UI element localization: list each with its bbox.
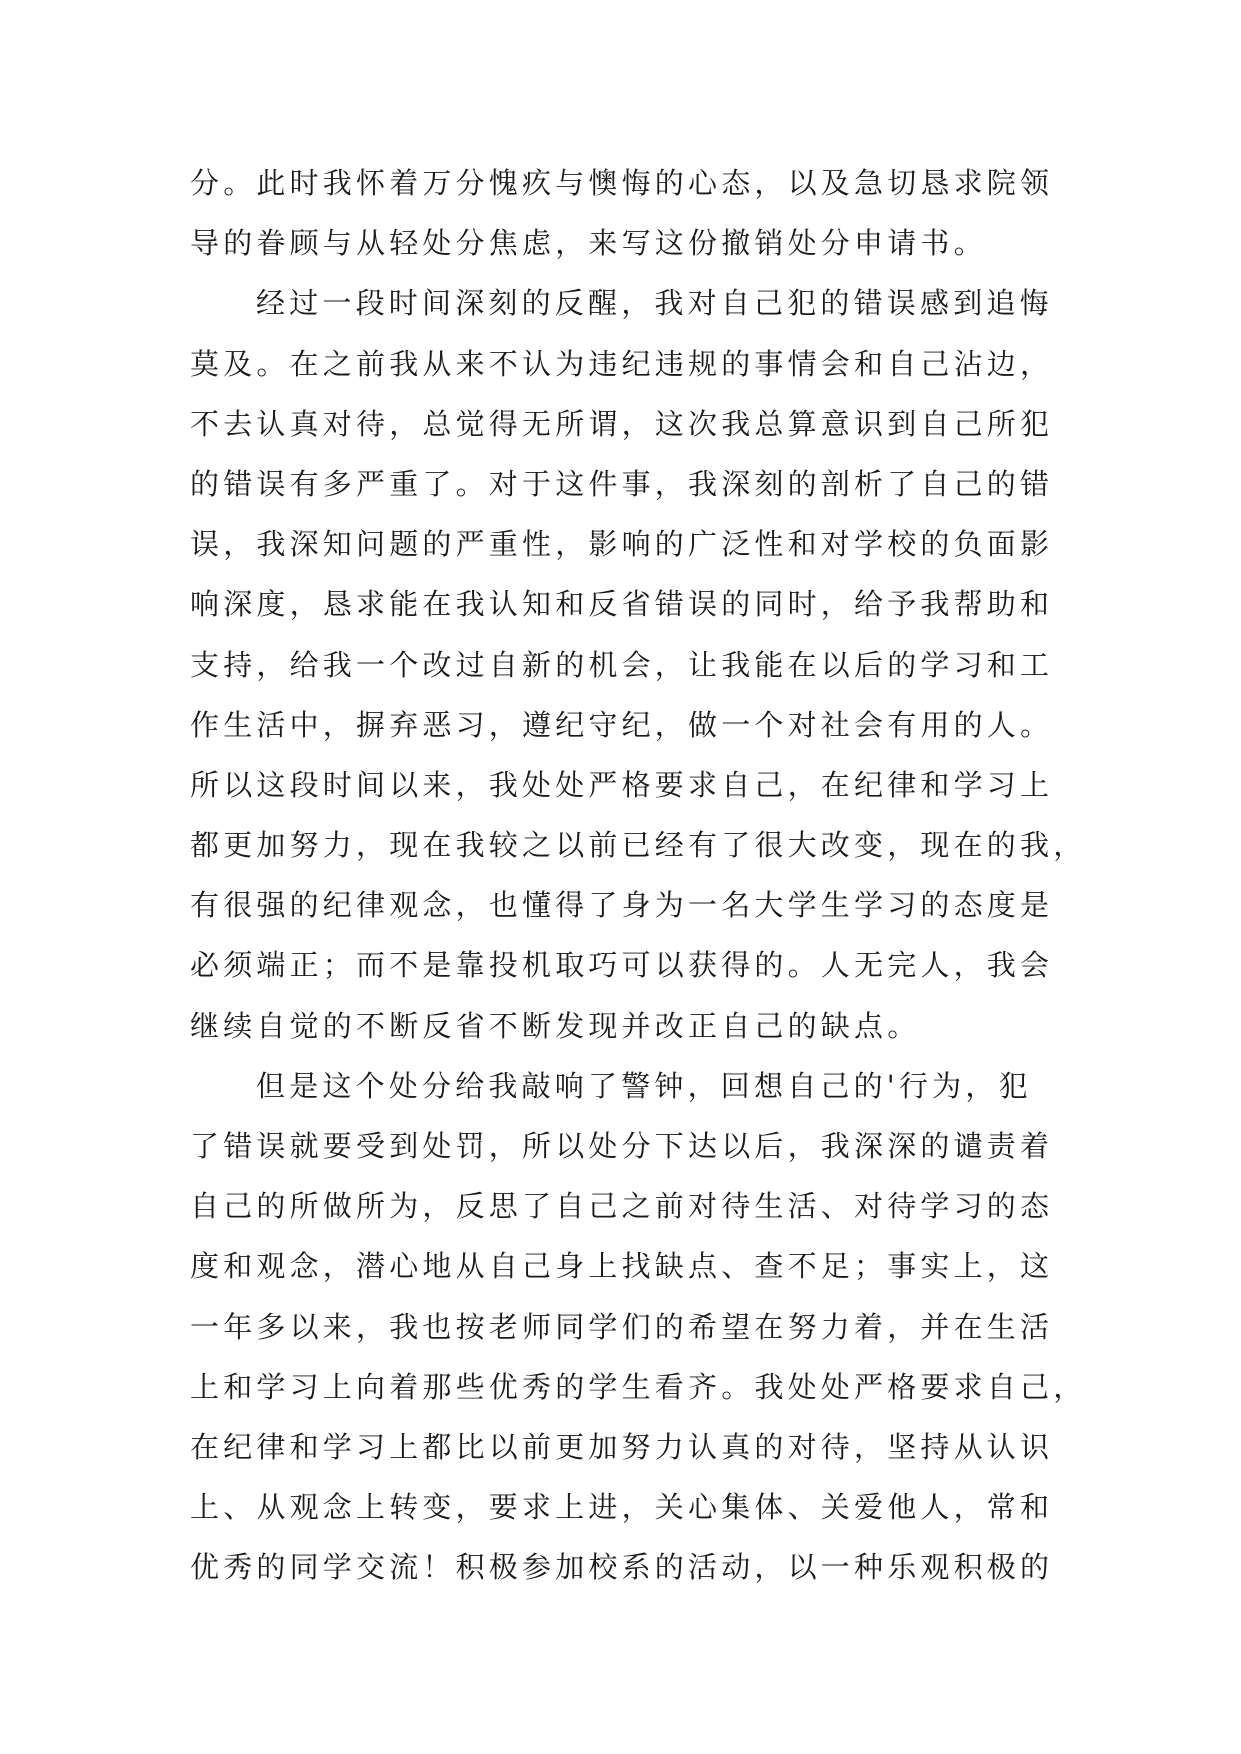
text-line: 的错误有多严重了。对于这件事，我深刻的剖析了自己的错 bbox=[190, 466, 1054, 501]
text-line: 优秀的同学交流！积极参加校系的活动，以一种乐观积极的 bbox=[190, 1550, 1054, 1585]
text-line: 所以这段时间以来，我处处严格要求自己，在纪律和学习上 bbox=[190, 767, 1054, 802]
text-line: 都更加努力，现在我较之以前已经有了很大改变，现在的我， bbox=[190, 828, 1087, 863]
text-line: 导的眷顾与从轻处分焦虑，来写这份撤销处分申请书。 bbox=[190, 226, 987, 261]
text-line: 不去认真对待，总觉得无所谓，这次我总算意识到自己所犯 bbox=[190, 406, 1054, 441]
text-line: 在纪律和学习上都比以前更加努力认真的对待，坚持从认识 bbox=[190, 1429, 1054, 1464]
text-line: 有很强的纪律观念，也懂得了身为一名大学生学习的态度是 bbox=[190, 888, 1054, 923]
text-line: 误，我深知问题的严重性，影响的广泛性和对学校的负面影 bbox=[190, 527, 1054, 562]
text-line: 自己的所做所为，反思了自己之前对待生活、对待学习的态 bbox=[190, 1189, 1054, 1224]
text-line: 继续自觉的不断反省不断发现并改正自己的缺点。 bbox=[190, 1008, 921, 1043]
text-line: 响深度，恳求能在我认知和反省错误的同时，给予我帮助和 bbox=[190, 587, 1054, 622]
text-line: 分。此时我怀着万分愧疚与懊悔的心态，以及急切恳求院领 bbox=[190, 166, 1054, 200]
text-line: 支持，给我一个改过自新的机会，让我能在以后的学习和工 bbox=[190, 647, 1054, 682]
text-line: 了错误就要受到处罚，所以处分下达以后，我深深的谴责着 bbox=[190, 1129, 1054, 1163]
paragraph-start-line: 但是这个处分给我敲响了警钟，回想自己的'行为，犯 bbox=[256, 1068, 1032, 1103]
text-line: 一年多以来，我也按老师同学们的希望在努力着，并在生活 bbox=[190, 1309, 1054, 1344]
text-line: 上和学习上向着那些优秀的学生看齐。我处处严格要求自己， bbox=[190, 1369, 1087, 1404]
text-line: 作生活中，摒弃恶习，遵纪守纪，做一个对社会有用的人。 bbox=[190, 707, 1054, 742]
paragraph-start-line: 经过一段时间深刻的反醒，我对自己犯的错误感到追悔 bbox=[256, 286, 1053, 321]
body-text bbox=[190, 164, 1087, 1609]
text-line: 上、从观念上转变，要求上进，关心集体、关爱他人，常和 bbox=[190, 1490, 1054, 1525]
text-line: 度和观念，潜心地从自己身上找缺点、查不足；事实上，这 bbox=[190, 1249, 1054, 1284]
text-line: 莫及。在之前我从来不认为违纪违规的事情会和自己沾边， bbox=[190, 346, 1054, 381]
text-line: 必须端正；而不是靠投机取巧可以获得的。人无完人，我会 bbox=[190, 948, 1054, 983]
